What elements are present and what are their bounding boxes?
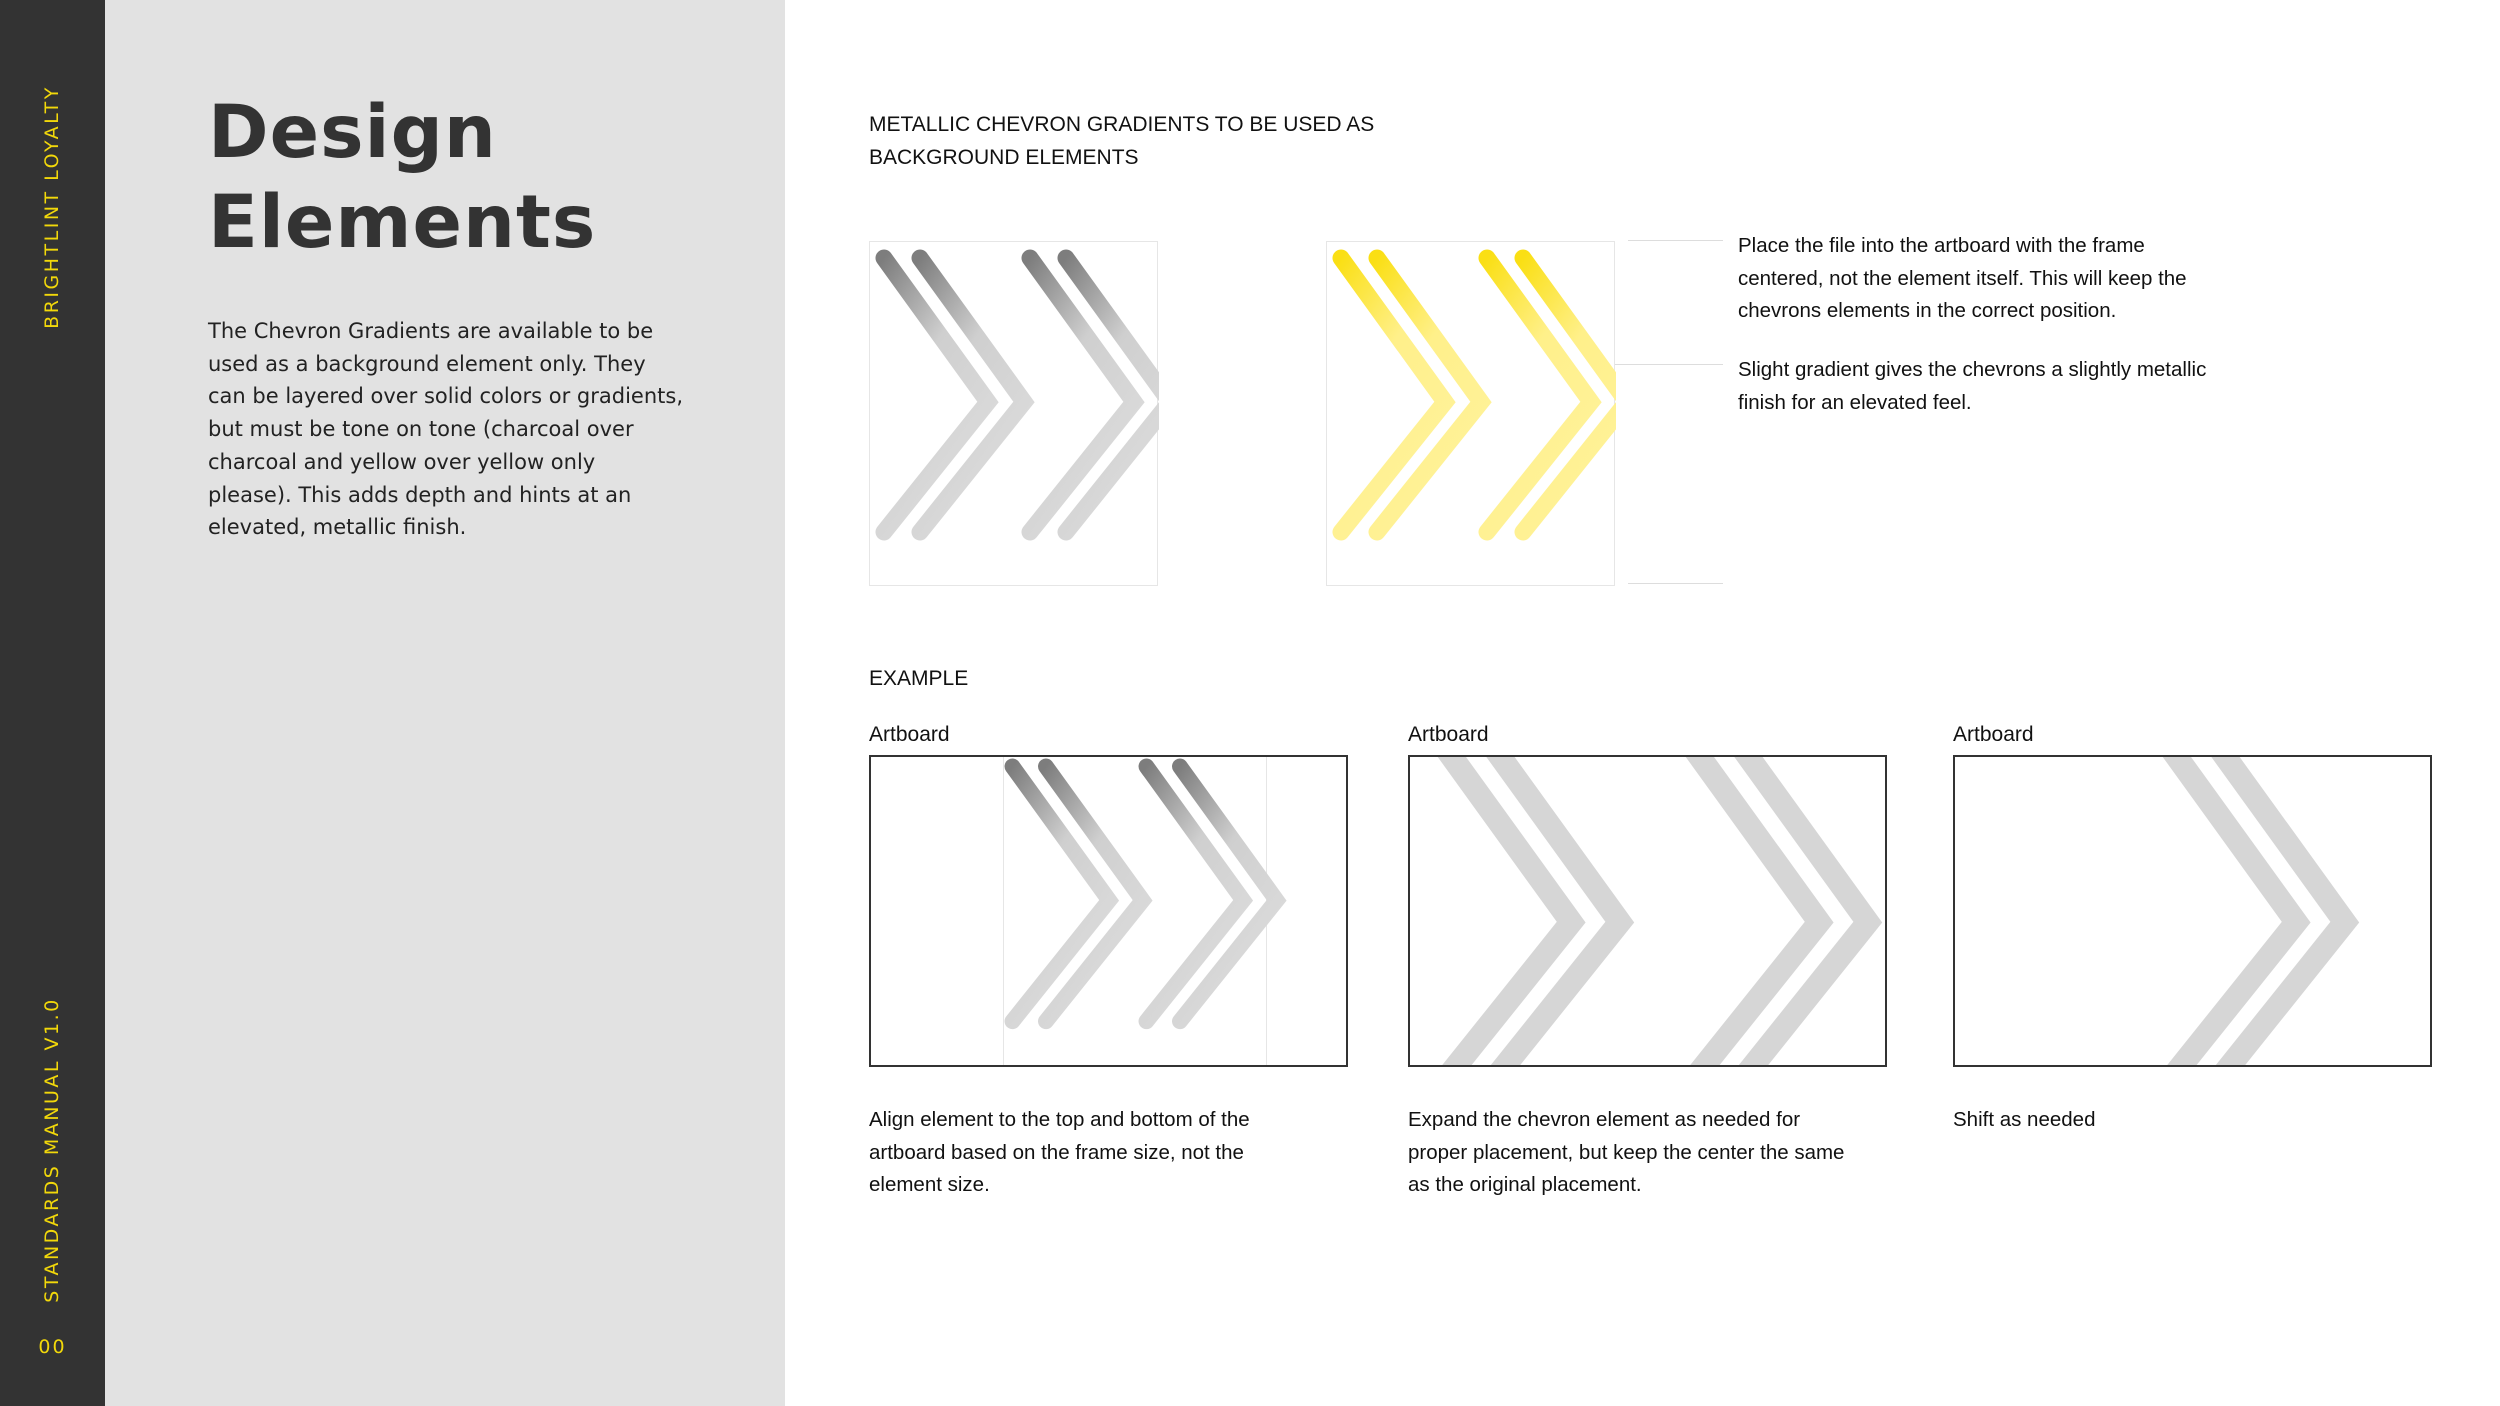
chevron-stroke [1487,258,1591,532]
example-heading: EXAMPLE [869,667,969,690]
artboard-caption-3: Shift as needed [1953,1108,2096,1131]
sidebar [0,0,105,1406]
artboard-shifted [1953,755,2432,1067]
manual-version: STANDARDS MANUAL V1.0 [41,997,63,1303]
artboard-label-1: Artboard [869,723,950,746]
gradient-note: Slight gradient gives the chevrons a slightly metallic finish for an elevated feel. [1738,358,2207,414]
connector-line [1628,240,1723,241]
chevron-stroke [1012,766,1109,1021]
brand-name: BRIGHTLINT LOYALTY [41,85,63,329]
intro-panel [105,0,785,1406]
connector-line [1615,364,1723,365]
placement-note: Place the file into the artboard with the frame centered, not the element itself. This will keep the chevrons elements in the correct position. [1738,234,2187,323]
chevron-stroke [1180,766,1277,1021]
intro-paragraph: The Chevron Gradients are available to be used as a background element only. They can be layered over solid colors or gradients, but must be tone on tone (charcoal over charcoal and yellow over yellow only please). This adds depth and hints at an elevated, metallic finish. [208,319,684,540]
artboard-label-2: Artboard [1408,723,1489,746]
connector-line [1628,583,1723,584]
chevron-stroke [1146,766,1243,1021]
artboard-label-3: Artboard [1953,723,2034,746]
section-heading: METALLIC CHEVRON GRADIENTS TO BE USED AS BACKGROUND ELEMENTS [869,113,1375,169]
chevron-stroke [1066,258,1159,532]
chevron-stroke [1523,258,1616,532]
artboard-expanded [1408,755,1887,1067]
page-title-line2: Elements [208,180,597,265]
chevron-stroke [1341,258,1445,532]
page-title-line1: Design [208,90,497,175]
chevron-stroke [884,258,988,532]
chevron-stroke [1377,258,1481,532]
page-title [208,88,596,268]
artboard-caption-2: Expand the chevron element as needed for proper placement, but keep the center the same as the original placement. [1408,1108,1845,1197]
chevron-stroke [1046,766,1143,1021]
chevron-stroke [920,258,1024,532]
charcoal-chevron-swatch [869,241,1158,586]
page-number: 00 [38,1336,67,1358]
artboard-caption-1: Align element to the top and bottom of the artboard based on the frame size, not the element size. [869,1108,1250,1197]
artboard-aligned [869,755,1348,1067]
chevron-stroke [1030,258,1134,532]
yellow-chevron-swatch [1326,241,1615,586]
